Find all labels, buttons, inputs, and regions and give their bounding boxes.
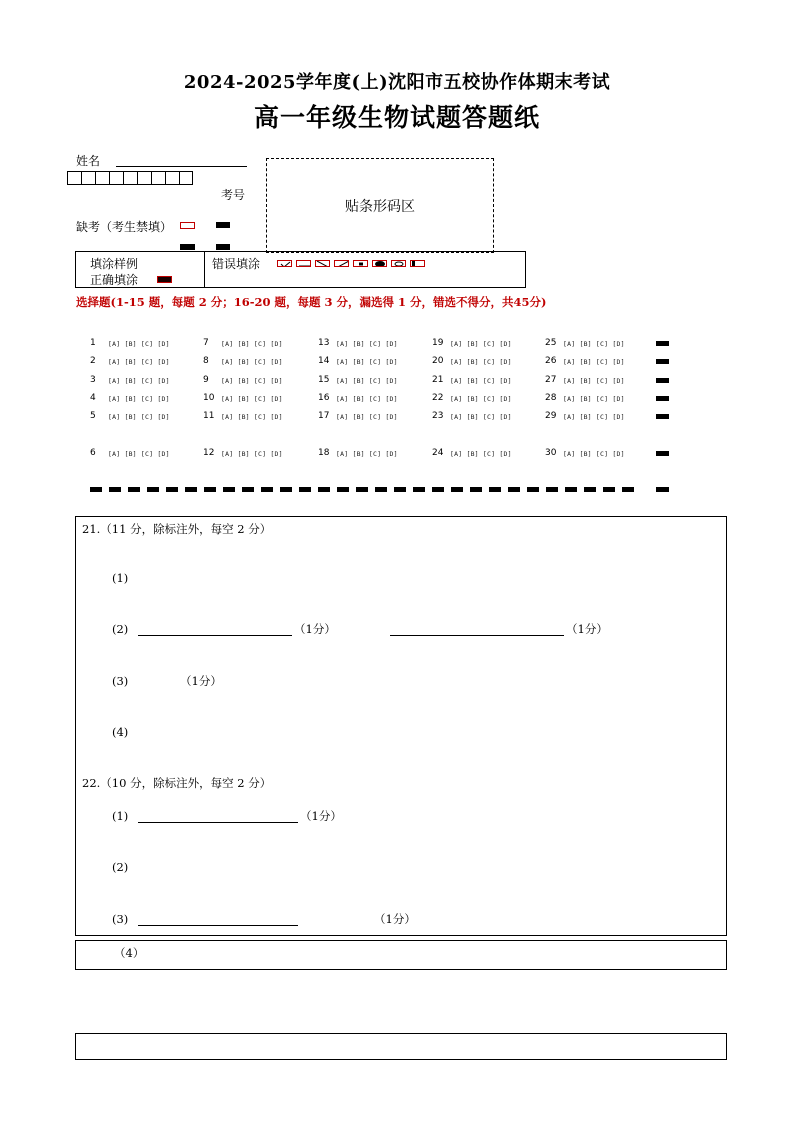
- choice-question-number: 21: [432, 375, 444, 385]
- timing-mark: [527, 487, 539, 492]
- choice-options[interactable]: [A] [B] [C] [D]: [450, 395, 512, 403]
- choice-question-number: 11: [203, 411, 215, 421]
- choice-question-number: 10: [203, 393, 215, 403]
- timing-mark: [109, 487, 121, 492]
- timing-mark: [337, 487, 349, 492]
- q21-part2-label: (2): [112, 622, 129, 636]
- timing-mark: [656, 378, 669, 383]
- choice-question-number: 24: [432, 448, 444, 458]
- choice-question-number: 30: [545, 448, 557, 458]
- q22-part3-score: （1分）: [374, 912, 416, 926]
- choice-options[interactable]: [A] [B] [C] [D]: [450, 358, 512, 366]
- choice-options[interactable]: [A] [B] [C] [D]: [336, 413, 398, 421]
- choice-options[interactable]: [A] [B] [C] [D]: [450, 413, 512, 421]
- choice-options[interactable]: [A] [B] [C] [D]: [563, 413, 625, 421]
- timing-mark: [166, 487, 178, 492]
- choice-question-number: 4: [90, 393, 96, 403]
- exam-number-label: 考号: [221, 188, 246, 202]
- barcode-label: 贴条形码区: [345, 198, 415, 215]
- choice-options[interactable]: [A] [B] [C] [D]: [221, 358, 283, 366]
- choice-grid: [0, 0, 794, 500]
- q22-part2-label: (2): [112, 860, 129, 874]
- timing-mark: [489, 487, 501, 492]
- choice-options[interactable]: [A] [B] [C] [D]: [563, 450, 625, 458]
- timing-mark: [565, 487, 577, 492]
- choice-question-number: 26: [545, 356, 557, 366]
- sheet-title: 高一年级生物试题答题纸: [253, 103, 540, 132]
- choice-options[interactable]: [A] [B] [C] [D]: [336, 358, 398, 366]
- q21-part2-score2: （1分）: [566, 622, 608, 636]
- q21-part3-score: （1分）: [180, 674, 222, 688]
- timing-mark: [656, 396, 669, 401]
- sample-label: 填涂样例: [90, 257, 139, 271]
- timing-mark: [413, 487, 425, 492]
- timing-mark: [261, 487, 273, 492]
- timing-mark: [546, 487, 558, 492]
- choice-options[interactable]: [A] [B] [C] [D]: [108, 450, 170, 458]
- choice-options[interactable]: [A] [B] [C] [D]: [450, 450, 512, 458]
- timing-mark: [280, 487, 292, 492]
- choice-options[interactable]: [A] [B] [C] [D]: [563, 340, 625, 348]
- q21-part2-blank1[interactable]: [138, 623, 292, 636]
- correct-label: 正确填涂: [90, 273, 139, 287]
- choice-question-number: 20: [432, 356, 444, 366]
- timing-mark: [470, 487, 482, 492]
- choice-options[interactable]: [A] [B] [C] [D]: [336, 377, 398, 385]
- choice-question-number: 28: [545, 393, 557, 403]
- timing-mark: [451, 487, 463, 492]
- choice-question-number: 9: [203, 375, 209, 385]
- choice-options[interactable]: [A] [B] [C] [D]: [108, 377, 170, 385]
- timing-mark: [147, 487, 159, 492]
- answer-area-21-22[interactable]: [75, 516, 727, 936]
- choice-question-number: 25: [545, 338, 557, 348]
- timing-mark: [584, 487, 596, 492]
- timing-mark: [656, 487, 669, 492]
- timing-mark: [299, 487, 311, 492]
- choice-question-number: 29: [545, 411, 557, 421]
- name-label: 姓名: [76, 154, 101, 168]
- timing-mark: [432, 487, 444, 492]
- q22-part4-label: （4）: [114, 946, 145, 960]
- timing-mark: [622, 487, 634, 492]
- timing-mark: [185, 487, 197, 492]
- wrong-label: 错误填涂: [212, 257, 261, 271]
- choice-question-number: 8: [203, 356, 209, 366]
- timing-mark: [128, 487, 140, 492]
- timing-mark: [394, 487, 406, 492]
- choice-question-number: 1: [90, 338, 96, 348]
- timing-mark: [656, 341, 669, 346]
- choice-options[interactable]: [A] [B] [C] [D]: [563, 358, 625, 366]
- timing-mark: [656, 414, 669, 419]
- q21-heading: 21.（11 分，除标注外，每空 2 分）: [82, 522, 272, 536]
- choice-question-number: 16: [318, 393, 330, 403]
- choice-options[interactable]: [A] [B] [C] [D]: [221, 450, 283, 458]
- choice-options[interactable]: [A] [B] [C] [D]: [108, 358, 170, 366]
- q22-part1-blank[interactable]: [138, 810, 298, 823]
- timing-mark: [318, 487, 330, 492]
- choice-question-number: 17: [318, 411, 330, 421]
- choice-question-number: 6: [90, 448, 96, 458]
- timing-mark: [375, 487, 387, 492]
- q21-part4-label: (4): [112, 725, 129, 739]
- choice-options[interactable]: [A] [B] [C] [D]: [221, 413, 283, 421]
- choice-instructions: 选择题(1-15 题，每题 2 分；16-20 题，每题 3 分，漏选得 1 分，错选不得分，共45分): [76, 295, 547, 309]
- choice-question-number: 18: [318, 448, 330, 458]
- absent-label: 缺考（考生禁填）: [76, 220, 173, 234]
- q22-part1-score: （1分）: [300, 809, 342, 823]
- choice-options[interactable]: [A] [B] [C] [D]: [450, 340, 512, 348]
- choice-question-number: 2: [90, 356, 96, 366]
- choice-question-number: 12: [203, 448, 215, 458]
- timing-mark: [242, 487, 254, 492]
- choice-question-number: 23: [432, 411, 444, 421]
- timing-mark: [603, 487, 615, 492]
- q22-heading: 22.（10 分，除标注外，每空 2 分）: [82, 776, 272, 790]
- q21-part2-blank2[interactable]: [390, 623, 564, 636]
- choice-options[interactable]: [A] [B] [C] [D]: [563, 377, 625, 385]
- choice-options[interactable]: [A] [B] [C] [D]: [108, 340, 170, 348]
- choice-options[interactable]: [A] [B] [C] [D]: [108, 395, 170, 403]
- choice-question-number: 5: [90, 411, 96, 421]
- choice-question-number: 3: [90, 375, 96, 385]
- q21-part2-score1: （1分）: [294, 622, 336, 636]
- timing-mark: [356, 487, 368, 492]
- q22-part1-label: (1): [112, 809, 129, 823]
- q22-part3-blank[interactable]: [138, 913, 298, 926]
- choice-question-number: 27: [545, 375, 557, 385]
- choice-options[interactable]: [A] [B] [C] [D]: [221, 377, 283, 385]
- q21-part1-label: (1): [112, 571, 129, 585]
- timing-mark: [204, 487, 216, 492]
- choice-options[interactable]: [A] [B] [C] [D]: [450, 377, 512, 385]
- choice-question-number: 14: [318, 356, 330, 366]
- answer-area-extra[interactable]: [75, 1033, 727, 1060]
- choice-options[interactable]: [A] [B] [C] [D]: [336, 395, 398, 403]
- timing-mark: [508, 487, 520, 492]
- choice-question-number: 13: [318, 338, 330, 348]
- choice-question-number: 19: [432, 338, 444, 348]
- timing-mark: [223, 487, 235, 492]
- choice-options[interactable]: [A] [B] [C] [D]: [108, 413, 170, 421]
- timing-mark: [656, 359, 669, 364]
- timing-mark: [90, 487, 102, 492]
- q21-part3-label: (3): [112, 674, 129, 688]
- choice-options[interactable]: [A] [B] [C] [D]: [221, 395, 283, 403]
- choice-question-number: 15: [318, 375, 330, 385]
- choice-question-number: 7: [203, 338, 209, 348]
- choice-question-number: 22: [432, 393, 444, 403]
- choice-options[interactable]: [A] [B] [C] [D]: [563, 395, 625, 403]
- q22-part3-label: (3): [112, 912, 129, 926]
- choice-options[interactable]: [A] [B] [C] [D]: [221, 340, 283, 348]
- choice-options[interactable]: [A] [B] [C] [D]: [336, 340, 398, 348]
- answer-area-22-4[interactable]: [75, 940, 727, 970]
- timing-mark: [656, 451, 669, 456]
- exam-title: 2024-2025学年度(上)沈阳市五校协作体期末考试: [183, 72, 611, 93]
- choice-options[interactable]: [A] [B] [C] [D]: [336, 450, 398, 458]
